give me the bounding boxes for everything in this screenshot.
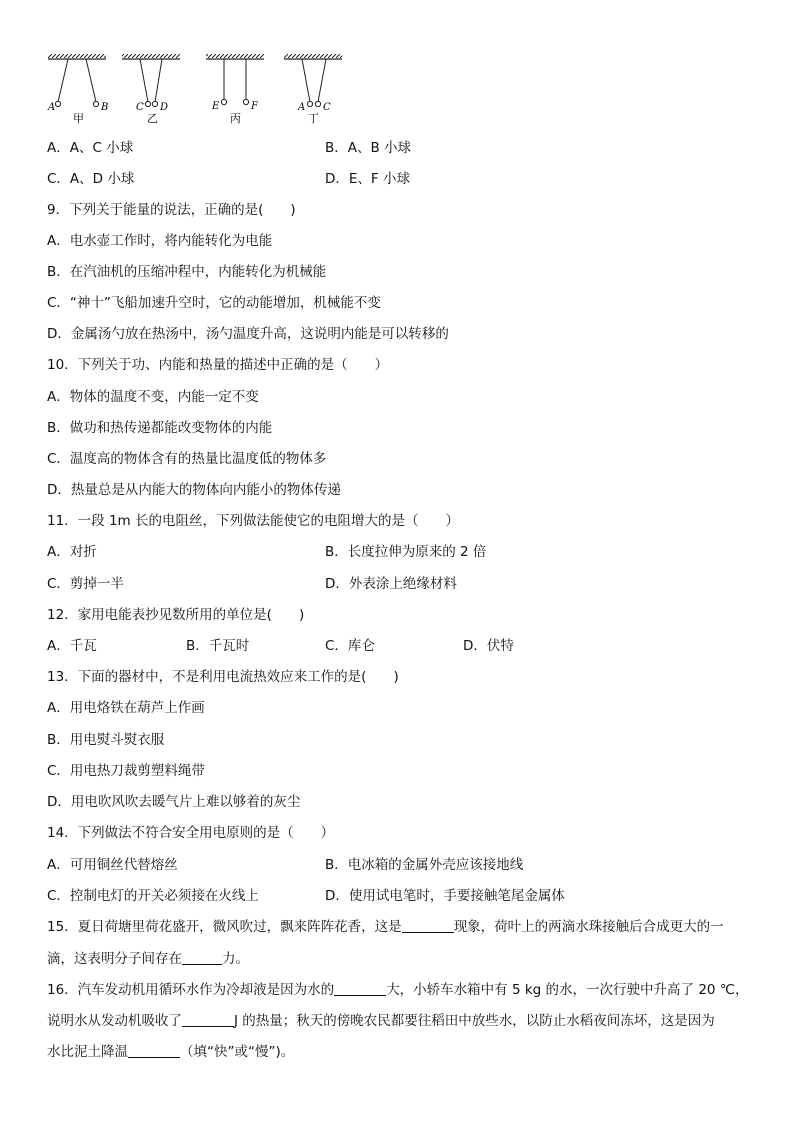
- q15-blank-1[interactable]: [402, 918, 454, 933]
- q16-line-2: [47, 1012, 715, 1030]
- q9-option-d: D．金属汤勺放在热汤中，汤勺温度升高，这说明内能是可以转移的: [47, 326, 449, 342]
- ball-label-d: D: [160, 102, 169, 113]
- q16-blank-2[interactable]: [182, 1012, 234, 1027]
- q10-option-d: D．热量总是从内能大的物体向内能小的物体传递: [47, 482, 341, 498]
- q14-option-c: C．控制电灯的开关必须接在火线上: [47, 888, 259, 904]
- q12-option-b: B．千瓦时: [186, 638, 250, 654]
- diagram-bing: [206, 54, 264, 125]
- q11-option-d: D．外表涂上绝缘材料: [325, 576, 457, 592]
- q10-stem: 10．下列关于功、内能和热量的描述中正确的是（ ）: [47, 357, 389, 373]
- q11-stem: 11．一段 1m 长的电阻丝，下列做法能使它的电阻增大的是（ ）: [47, 513, 459, 529]
- q14-option-a: A．可用铜丝代替熔丝: [47, 857, 178, 873]
- diagram-caption: 乙: [147, 112, 158, 125]
- q10-option-c: C．温度高的物体含有的热量比温度低的物体多: [47, 451, 327, 467]
- q15-line-2: [47, 950, 249, 968]
- q14-stem: 14．下列做法不符合安全用电原则的是（ ）: [47, 825, 335, 841]
- q15-text: 现象，荷叶上的两滴水珠接触后合成更大的一: [453, 919, 724, 935]
- q16-text: 16．汽车发动机用循环水作为冷却液是因为水的: [47, 982, 335, 998]
- q16-text: （填“快”或“慢”)。: [180, 1044, 295, 1060]
- q16-text: 水比泥土降温: [47, 1044, 128, 1060]
- q12-option-c: C．库仑: [325, 638, 375, 654]
- q16-text: J 的热量；秋天的傍晚农民都要往稻田中放些水，以防止水稻夜间冻坏，这是因为: [234, 1013, 715, 1029]
- q14-option-b: B．电冰箱的金属外壳应该接地线: [325, 857, 524, 873]
- q9-option-b: B．在汽油机的压缩冲程中，内能转化为机械能: [47, 264, 327, 280]
- ball-label-f: F: [251, 101, 258, 112]
- q15-text: 力。: [222, 951, 249, 967]
- q9-option-a: A．电水壶工作时，将内能转化为电能: [47, 233, 273, 249]
- q8-option-c: C．A、D 小球: [47, 171, 135, 187]
- q15-blank-2[interactable]: [182, 950, 222, 965]
- q11-option-c: C．剪掉一半: [47, 576, 124, 592]
- ball-label-a: A: [298, 102, 306, 113]
- q12-stem: 12．家用电能表抄见数所用的单位是( ): [47, 607, 305, 623]
- q10-option-a: A．物体的温度不变，内能一定不变: [47, 389, 259, 405]
- q15-text: 滴，这表明分子间存在: [47, 951, 182, 967]
- q16-line-3: [47, 1043, 294, 1061]
- q8-option-b: B．A、B 小球: [325, 140, 412, 156]
- q14-option-d: D．使用试电笔时，手要接触笔尾金属体: [325, 888, 565, 904]
- diagram-ding: [284, 54, 342, 125]
- diagram-caption: 甲: [73, 112, 84, 125]
- q11-option-a: A．对折: [47, 544, 97, 560]
- q16-text: 大，小轿车水箱中有 5 kg 的水，一次行驶中升高了 20 ℃，: [386, 982, 749, 998]
- q16-blank-1[interactable]: [334, 981, 386, 996]
- q16-text: 说明水从发动机吸收了: [47, 1013, 182, 1029]
- q10-option-b: B．做功和热传递都能改变物体的内能: [47, 420, 273, 436]
- q15-line-1: [47, 918, 724, 936]
- q12-option-a: A．千瓦: [47, 638, 97, 654]
- q13-option-c: C．用电热刀裁剪塑料绳带: [47, 763, 205, 779]
- q12-option-d: D．伏特: [463, 638, 514, 654]
- pendulum-figure: [40, 50, 380, 130]
- q16-line-1: [47, 981, 748, 999]
- diagram-caption: 丁: [308, 112, 319, 125]
- ball-label-c: C: [323, 102, 331, 113]
- q8-option-d: D．E、F 小球: [325, 171, 410, 187]
- diagram-caption: 丙: [230, 112, 241, 125]
- q13-option-d: D．用电吹风吹去暖气片上难以够着的灰尘: [47, 794, 301, 810]
- diagram-jia: [47, 54, 108, 125]
- ball-label-b: B: [101, 102, 109, 113]
- q9-stem: 9．下列关于能量的说法，正确的是( ): [47, 202, 296, 218]
- diagram-yi: [122, 54, 180, 125]
- q13-option-a: A．用电烙铁在葫芦上作画: [47, 700, 205, 716]
- ball-label-e: E: [212, 101, 220, 112]
- q15-text: 15．夏日荷塘里荷花盛开，微风吹过，飘来阵阵花香，这是: [47, 919, 402, 935]
- q11-option-b: B．长度拉伸为原来的 2 倍: [325, 544, 487, 560]
- ball-label-c: C: [136, 102, 144, 113]
- q13-stem: 13．下面的器材中，不是利用电流热效应来工作的是( ): [47, 669, 399, 685]
- q13-option-b: B．用电熨斗熨衣服: [47, 732, 165, 748]
- ball-label-a: A: [48, 102, 56, 113]
- q9-option-c: C．“神十”飞船加速升空时，它的动能增加，机械能不变: [47, 295, 381, 311]
- q8-option-a: A．A、C 小球: [47, 140, 134, 156]
- q16-blank-3[interactable]: [128, 1043, 180, 1058]
